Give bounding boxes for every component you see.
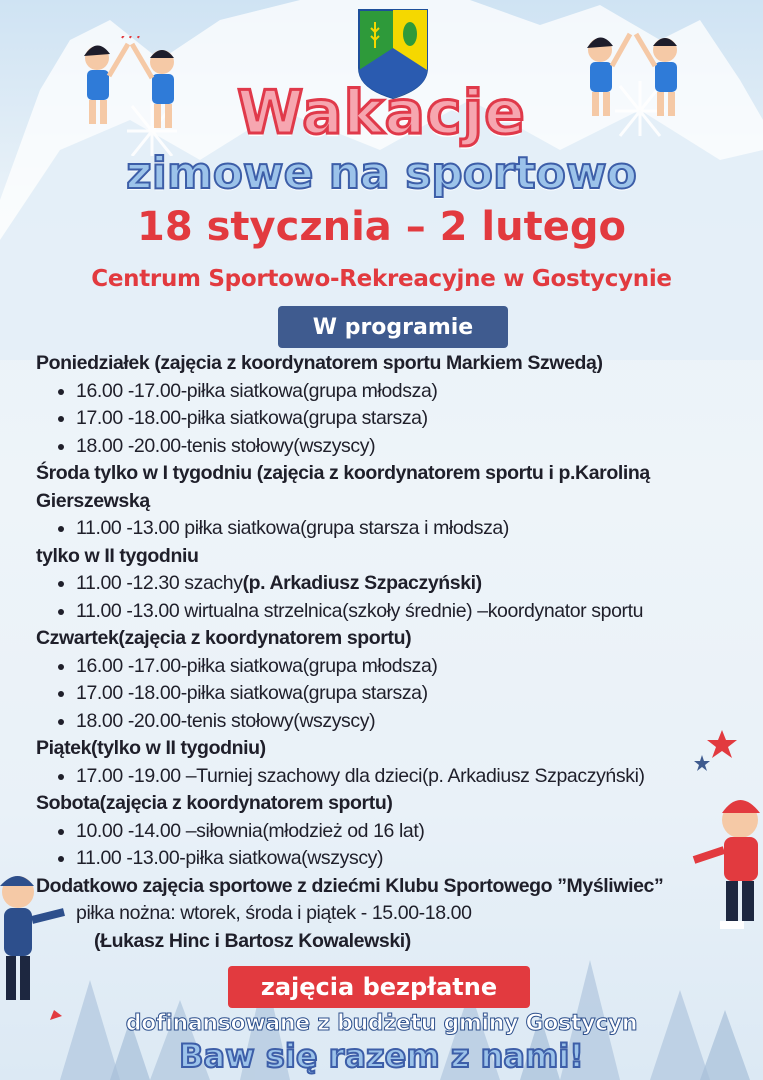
venue-name: Centrum Sportowo-Rekreacyjne w Gostycynie	[91, 266, 672, 292]
saturday-heading: Sobota(zajęcia z koordynatorem sportu)	[36, 792, 393, 814]
program-label: W programie	[278, 306, 508, 348]
list-item	[76, 570, 736, 598]
list-item: • 17.00 -18.00-piłka siatkowa(grupa starsza)	[76, 680, 736, 708]
list-item: • 17.00 -19.00 –Turniej szachowy dla dzieci(p. Arkadiusz Szpaczyński)	[76, 763, 736, 791]
list-item: • 10.00 -14.00 –siłownia(młodzież od 16 lat)	[76, 818, 736, 846]
item-text: 11.00 -12.30 szachy	[76, 572, 243, 594]
wednesday-week2-list	[36, 570, 736, 625]
title-zimowe-na-sportowo: zimowe na sportowo	[126, 148, 637, 199]
extra-football-line: piłka nożna: wtorek, środa i piątek - 15.00-18.00	[76, 902, 472, 924]
list-item: • 16.00 -17.00-piłka siatkowa(grupa młodsza)	[76, 653, 736, 681]
list-item: • 18.00 -20.00-tenis stołowy(wszyscy)	[76, 708, 736, 736]
list-item: • 11.00 -13.00 wirtualna strzelnica(szkoły średnie) –koordynator sportu	[76, 598, 736, 626]
wednesday-list	[36, 515, 736, 543]
title-wakacje: Wakacje	[237, 78, 526, 148]
slogan: Baw się razem z nami!	[179, 1037, 584, 1075]
friday-heading: Piątek(tylko w II tygodniu)	[36, 737, 266, 759]
schedule	[36, 350, 736, 955]
list-item: • 18.00 -20.00-tenis stołowy(wszyscy)	[76, 433, 736, 461]
friday-list	[36, 763, 736, 791]
extra-heading: Dodatkowo zajęcia sportowe z dziećmi Klubu Sportowego ”Myśliwiec”	[36, 874, 664, 897]
free-badge: zajęcia bezpłatne	[228, 966, 530, 1008]
thursday-heading: Czwartek(zajęcia z koordynatorem sportu)	[36, 627, 412, 649]
list-item: • 17.00 -18.00-piłka siatkowa(grupa starsza)	[76, 405, 736, 433]
wednesday-heading: Środa tylko w I tygodniu (zajęcia z koordynatorem sportu i p.Karoliną Gierszewską	[36, 462, 650, 512]
thursday-list	[36, 653, 736, 736]
item-instructor: (p. Arkadiusz Szpaczyński)	[242, 572, 482, 594]
funding-note: dofinansowane z budżetu gminy Gostycyn	[125, 1011, 638, 1036]
extra-coaches: (Łukasz Hinc i Bartosz Kowalewski)	[94, 929, 411, 952]
monday-heading: Poniedziałek (zajęcia z koordynatorem sportu Markiem Szwedą)	[36, 352, 603, 374]
wednesday-week2-heading: tylko w II tygodniu	[36, 544, 199, 567]
monday-list	[36, 378, 736, 461]
list-item: • 16.00 -17.00-piłka siatkowa(grupa młodsza)	[76, 378, 736, 406]
list-item: • 11.00 -13.00 piłka siatkowa(grupa starsza i młodsza)	[76, 515, 736, 543]
list-item: • 11.00 -13.00-piłka siatkowa(wszyscy)	[76, 845, 736, 873]
event-dates: 18 stycznia – 2 lutego	[137, 204, 626, 250]
saturday-list	[36, 818, 736, 873]
